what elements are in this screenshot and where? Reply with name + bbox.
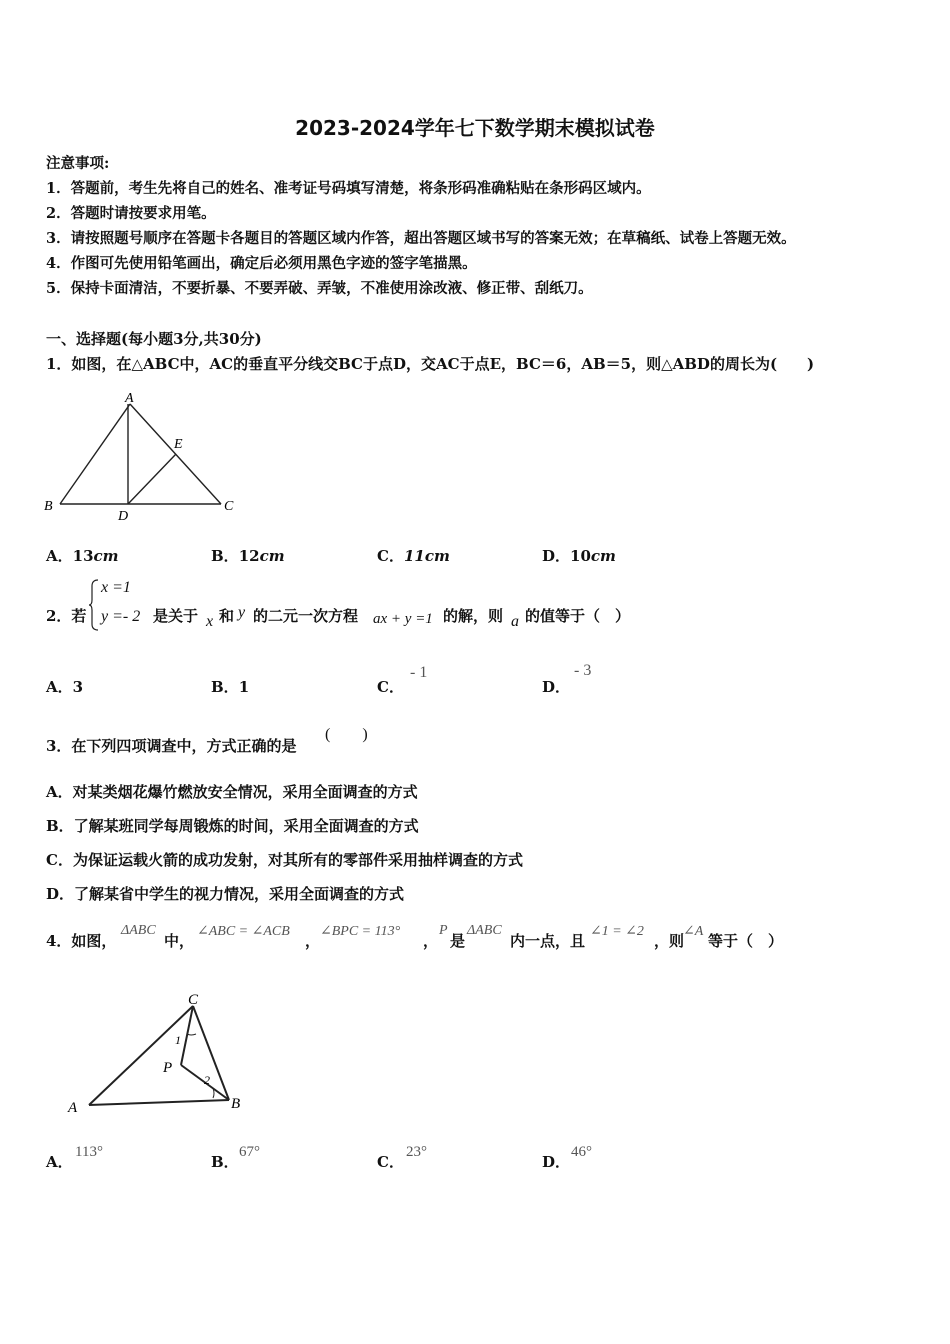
label-angle-1: 1 (175, 1033, 181, 1047)
question-4-prefix: 4．如图， (46, 932, 117, 950)
label-e: E (174, 437, 183, 452)
brace-icon (88, 578, 100, 632)
angle-1-arc (187, 1034, 196, 1035)
q2-var-a: a (511, 613, 519, 630)
q2-text-5: 的值等于（ ） (525, 607, 631, 625)
system-eq-1: x =1 (101, 579, 131, 596)
q2-equation: ax + y =1 (373, 611, 433, 627)
q4-math-6: ∠1 = ∠2 (590, 924, 644, 939)
note-item: 5．保持卡面清洁，不要折暴、不要弄破、弄皱，不准使用涂改液、修正带、刮纸刀。 (46, 280, 593, 297)
segment-ac (89, 1006, 193, 1105)
segment-ab (89, 1100, 229, 1105)
system-eq-2: y =- 2 (101, 608, 141, 625)
q4-math-2: ∠ABC = ∠ACB (197, 924, 290, 939)
question-3-text: 3．在下列四项调查中，方式正确的是 (46, 737, 297, 755)
q4-text-5: 内一点，且 (510, 932, 586, 950)
q2-option-d-value: - 3 (574, 662, 592, 679)
q4-option-a[interactable]: A． (46, 1153, 73, 1171)
question-1-text: 1．如图，在△ABC中，AC的垂直平分线交BC于点D，交AC于点E，BC＝6，AB＝5，则△ABD的周长为( ) (46, 355, 815, 373)
q1-option-c[interactable]: C．11cm (377, 547, 450, 565)
q4-math-5: ΔABC (467, 923, 502, 938)
q4-math-7: ∠A (683, 924, 704, 939)
label-a: A (68, 1100, 78, 1116)
q4-option-c-value: 23° (406, 1144, 427, 1160)
question-2-prefix: 2．若 (46, 607, 87, 625)
q4-text-7: 等于（ ） (708, 932, 784, 950)
q4-option-b-value: 67° (239, 1144, 260, 1160)
note-item: 2．答题时请按要求用笔。 (46, 205, 216, 222)
q2-text-2: 和 (219, 607, 235, 625)
note-item: 1．答题前，考生先将自己的姓名、准考证号码填写清楚，将条形码准确粘贴在条形码区域内。 (46, 180, 651, 197)
label-a: A (125, 391, 134, 406)
q4-text-2: ， (305, 932, 321, 950)
q4-text-3: ， (423, 932, 439, 950)
q2-text-4: 的解，则 (443, 607, 504, 625)
segment-de (128, 454, 176, 504)
note-item: 3．请按照题号顺序在答题卡各题目的答题区域内作答，超出答题区域书写的答案无效；在草稿纸、试卷上答题无效。 (46, 230, 796, 247)
note-item: 4．作图可先使用铅笔画出，确定后必须用黑色字迹的签字笔描黑。 (46, 255, 477, 272)
q4-text-6: ，则 (654, 932, 685, 950)
q2-option-a[interactable]: A．3 (46, 678, 84, 696)
q2-option-c[interactable]: C． (377, 678, 404, 696)
angle-2-arc (213, 1088, 214, 1098)
q1-option-d[interactable]: D．10cm (542, 547, 616, 565)
q4-option-a-value: 113° (75, 1144, 103, 1160)
q2-option-c-value: - 1 (410, 664, 428, 681)
label-b: B (231, 1096, 241, 1112)
q2-option-b[interactable]: B．1 (211, 678, 250, 696)
q2-option-d[interactable]: D． (542, 678, 571, 696)
q3-option-d[interactable]: D．了解某省中学生的视力情况，采用全面调查的方式 (46, 885, 405, 903)
q3-option-a[interactable]: A．对某类烟花爆竹燃放安全情况，采用全面调查的方式 (46, 783, 418, 801)
section-heading: 一、选择题(每小题3分,共30分) (46, 330, 262, 348)
notes-heading: 注意事项: (46, 155, 110, 172)
q4-option-c[interactable]: C． (377, 1153, 404, 1171)
label-p: P (163, 1060, 173, 1076)
q4-text-4: 是 (450, 932, 466, 950)
question-1-figure (40, 390, 250, 525)
q1-option-b[interactable]: B．12cm (211, 547, 285, 565)
label-b: B (44, 499, 53, 514)
segment-ab (60, 404, 130, 504)
q2-var-x: x (206, 613, 214, 630)
q3-option-c[interactable]: C．为保证运载火箭的成功发射，对其所有的零部件采用抽样调查的方式 (46, 851, 523, 869)
q4-math-1: ΔABC (121, 923, 156, 938)
q2-text-1: 是关于 (153, 607, 199, 625)
q2-var-y: y (238, 604, 246, 621)
label-angle-2: 2 (204, 1073, 210, 1087)
question-3-paren: ( ) (325, 726, 368, 743)
question-4-figure (65, 990, 255, 1120)
label-c: C (224, 499, 234, 514)
q4-text-1: 中， (164, 932, 195, 950)
q4-math-3: ∠BPC = 113° (320, 924, 401, 939)
label-d: D (118, 509, 129, 524)
q4-math-4: P (439, 923, 448, 938)
page-title: 2023-2024学年七下数学期末模拟试卷 (295, 116, 655, 140)
q4-option-d-value: 46° (571, 1144, 592, 1160)
q1-option-a[interactable]: A．13cm (46, 547, 119, 565)
q2-text-3: 的二元一次方程 (253, 607, 359, 625)
q3-option-b[interactable]: B．了解某班同学每周锻炼的时间，采用全面调查的方式 (46, 817, 419, 835)
q4-option-b[interactable]: B． (211, 1153, 239, 1171)
label-c: C (188, 992, 199, 1008)
q4-option-d[interactable]: D． (542, 1153, 571, 1171)
